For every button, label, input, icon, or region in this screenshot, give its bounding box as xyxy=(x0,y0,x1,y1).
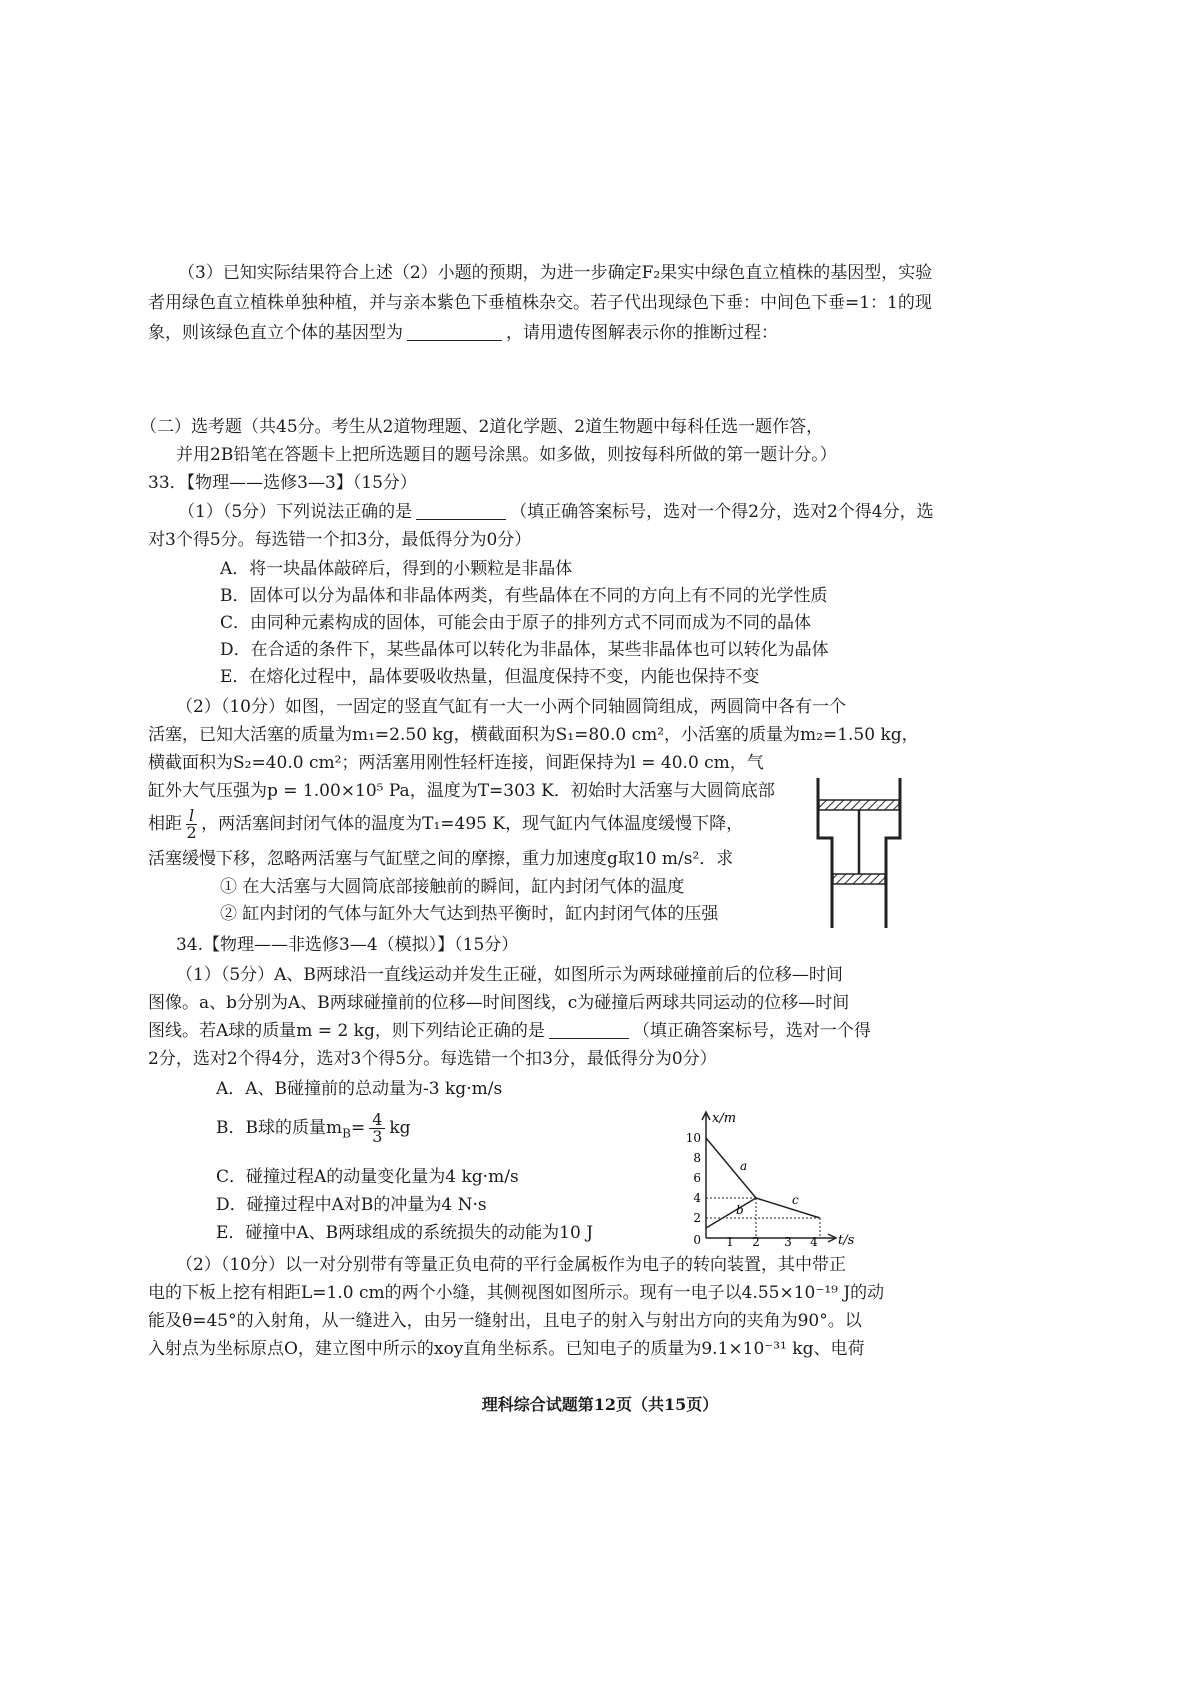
q34-part2-line4: 入射点为坐标原点O，建立图中所示的xoy直角坐标系。已知电子的质量为9.1×10⁻³¹ kg、电荷 xyxy=(148,1339,865,1359)
q34-option-c: C．碰撞过程A的动量变化量为4 kg·m/s xyxy=(216,1167,519,1187)
q33-option-d: D．在合适的条件下，某些晶体可以转化为非晶体，某些非晶体也可以转化为晶体 xyxy=(220,640,829,660)
q33-option-e: E．在熔化过程中，晶体要吸收热量，但温度保持不变，内能也保持不变 xyxy=(220,667,760,687)
q34-option-a: A．A、B碰撞前的总动量为-3 kg·m/s xyxy=(216,1079,503,1099)
q33-part2-line4: 缸外大气压强为p = 1.00×10⁵ Pa，温度为T=303 K．初始时大活塞与大圆筒底部 xyxy=(148,781,775,801)
q33-heading: 33．【物理——选修3—3】（15分） xyxy=(148,473,417,493)
q33-option-b: B．固体可以分为晶体和非晶体两类，有些晶体在不同的方向上有不同的光学性质 xyxy=(220,586,828,606)
answer-blank xyxy=(407,322,502,341)
bio-q3-tail: ，请用遗传图解表示你的推断过程： xyxy=(506,323,778,343)
x-tick-4: 4 xyxy=(810,1235,818,1249)
curve-label-a: a xyxy=(740,1159,748,1173)
line-b xyxy=(706,1198,756,1228)
large-piston xyxy=(819,800,899,810)
q33-part2-line1: （2）（10分）如图，一固定的竖直气缸有一大一小两个同轴圆筒组成，两圆筒中各有一个 xyxy=(176,697,846,717)
small-piston xyxy=(833,874,885,884)
q34-part1-line1: （1）（5分）A、B两球沿一直线运动并发生正碰，如图所示为两球碰撞前后的位移—时间 xyxy=(176,965,843,985)
y-tick-6: 6 xyxy=(693,1171,701,1185)
q33-option-c: C．由同种元素构成的固体，可能会由于原子的排列方式不同而成为不同的晶体 xyxy=(220,613,812,633)
q34-part2-line3: 能及θ=45°的入射角，从一缝进入，由另一缝射出，且电子的射入与射出方向的夹角为90°。以 xyxy=(148,1311,862,1331)
x-tick-1: 1 xyxy=(726,1235,734,1249)
answer-blank xyxy=(549,1020,629,1039)
q33-part1 xyxy=(148,498,938,554)
curve-label-c: c xyxy=(792,1193,799,1207)
q34-option-b: B．B球的质量$m_B=$ $\frac{4}{3}$ kg xyxy=(216,1110,411,1146)
page-footer: 理科综合试题第12页（共15页） xyxy=(481,1395,719,1414)
q33-option-a: A．将一块晶体敲碎后，得到的小颗粒是非晶体 xyxy=(220,559,573,579)
q34-heading: 34.【物理——非选修3—4（模拟）】（15分） xyxy=(176,935,519,955)
y-tick-10: 10 xyxy=(686,1131,701,1145)
q33-sub1: ① 在大活塞与大圆筒底部接触前的瞬间，缸内封闭气体的温度 xyxy=(220,877,685,897)
origin-label: 0 xyxy=(693,1233,701,1247)
x-axis-label: t/s xyxy=(838,1233,855,1248)
curve-label-b: b xyxy=(736,1203,744,1217)
y-axis-label: x/m xyxy=(712,1111,737,1126)
q33-sub2: ② 缸内封闭的气体与缸外大气达到热平衡时，缸内封闭气体的压强 xyxy=(220,904,719,924)
x-tick-2: 2 xyxy=(752,1235,760,1249)
q33-part2-line5: 相距 $\frac{l}{2}$ ，两活塞间封闭气体的温度为T₁=495 K，现气缸内气体温度缓慢下降， xyxy=(148,806,744,842)
q34-option-e: E．碰撞中A、B两球组成的系统损失的动能为10 J xyxy=(216,1223,594,1243)
q33-part2-line6: 活塞缓慢下移，忽略两活塞与气缸壁之间的摩擦，重力加速度g取10 m/s²．求 xyxy=(148,849,734,869)
section-title-cont: 并用2B铅笔在答题卡上把所选题目的题号涂黑。如多做，则按每科所做的第一题计分。） xyxy=(176,445,837,465)
q34-part2-line2: 电的下板上挖有相距L=1.0 cm的两个小缝，其侧视图如图所示。现有一电子以4.55×10⁻¹⁹ J的动 xyxy=(148,1283,885,1303)
displacement-time-graph xyxy=(686,1110,866,1250)
guide-lines xyxy=(706,1198,820,1238)
y-tick-2: 2 xyxy=(693,1211,701,1225)
q33-part1-instructions: （填正确答案标号，选对一个得2分，选对2个得4分，选对3个得5分。每选错一个扣3分，最低得分为0分） xyxy=(148,502,934,550)
section-title: （二）选考题（共45分。考生从2道物理题、2道化学题、2道生物题中每科任选一题作答， xyxy=(140,417,824,437)
q33-part2-line3: 横截面积为S₂=40.0 cm²；两活塞用刚性轻杆连接，间距保持为l = 40.0 cm，气 xyxy=(148,753,764,773)
q34-part1-line2: 图像。a、b分别为A、B两球碰撞前的位移—时间图线，c为碰撞后两球共同运动的位移—时间 xyxy=(148,993,850,1013)
q33-part2-line2: 活塞，已知大活塞的质量为m₁=2.50 kg，横截面积为S₁=80.0 cm²，小活塞的质量为m₂=1.50 kg， xyxy=(148,725,919,745)
line-c xyxy=(756,1198,820,1218)
q34-option-d: D．碰撞过程中A对B的冲量为4 N·s xyxy=(216,1195,487,1215)
q34-part1-line3: 图线。若A球的质量m = 2 kg，则下列结论正确的是 （填正确答案标号，选对一个得 xyxy=(148,1021,871,1041)
q33-part1-text: （1）（5分）下列说法正确的是 xyxy=(178,502,413,522)
bio-q3-text: （3）已知实际结果符合上述（2）小题的预期，为进一步确定F₂果实中绿色直立植株的基因型，实验者用绿色直立植株单独种植，并与亲本紫色下垂植株杂交。若子代出现绿色下垂：中间色下垂=1：1的现象，则该绿色直立个体的基因型为 xyxy=(148,263,933,343)
x-tick-3: 3 xyxy=(784,1235,792,1249)
line-a xyxy=(706,1138,756,1198)
answer-blank xyxy=(416,501,506,520)
q34-part1-line4: 2分，选对2个得4分，选对3个得5分。每选错一个扣3分，最低得分为0分） xyxy=(148,1049,717,1069)
fraction-l-over-2: $\frac{l}{2}$ xyxy=(186,806,197,842)
cylinder-diagram xyxy=(814,778,914,928)
fraction-4-over-3: $\frac{4}{3}$ xyxy=(369,1112,385,1145)
q34-part2-line1: （2）（10分）以一对分别带有等量正负电荷的平行金属板作为电子的转向装置，其中带正 xyxy=(176,1255,846,1275)
y-tick-4: 4 xyxy=(693,1191,701,1205)
bio-q3-paragraph xyxy=(148,258,938,348)
y-tick-8: 8 xyxy=(693,1151,701,1165)
